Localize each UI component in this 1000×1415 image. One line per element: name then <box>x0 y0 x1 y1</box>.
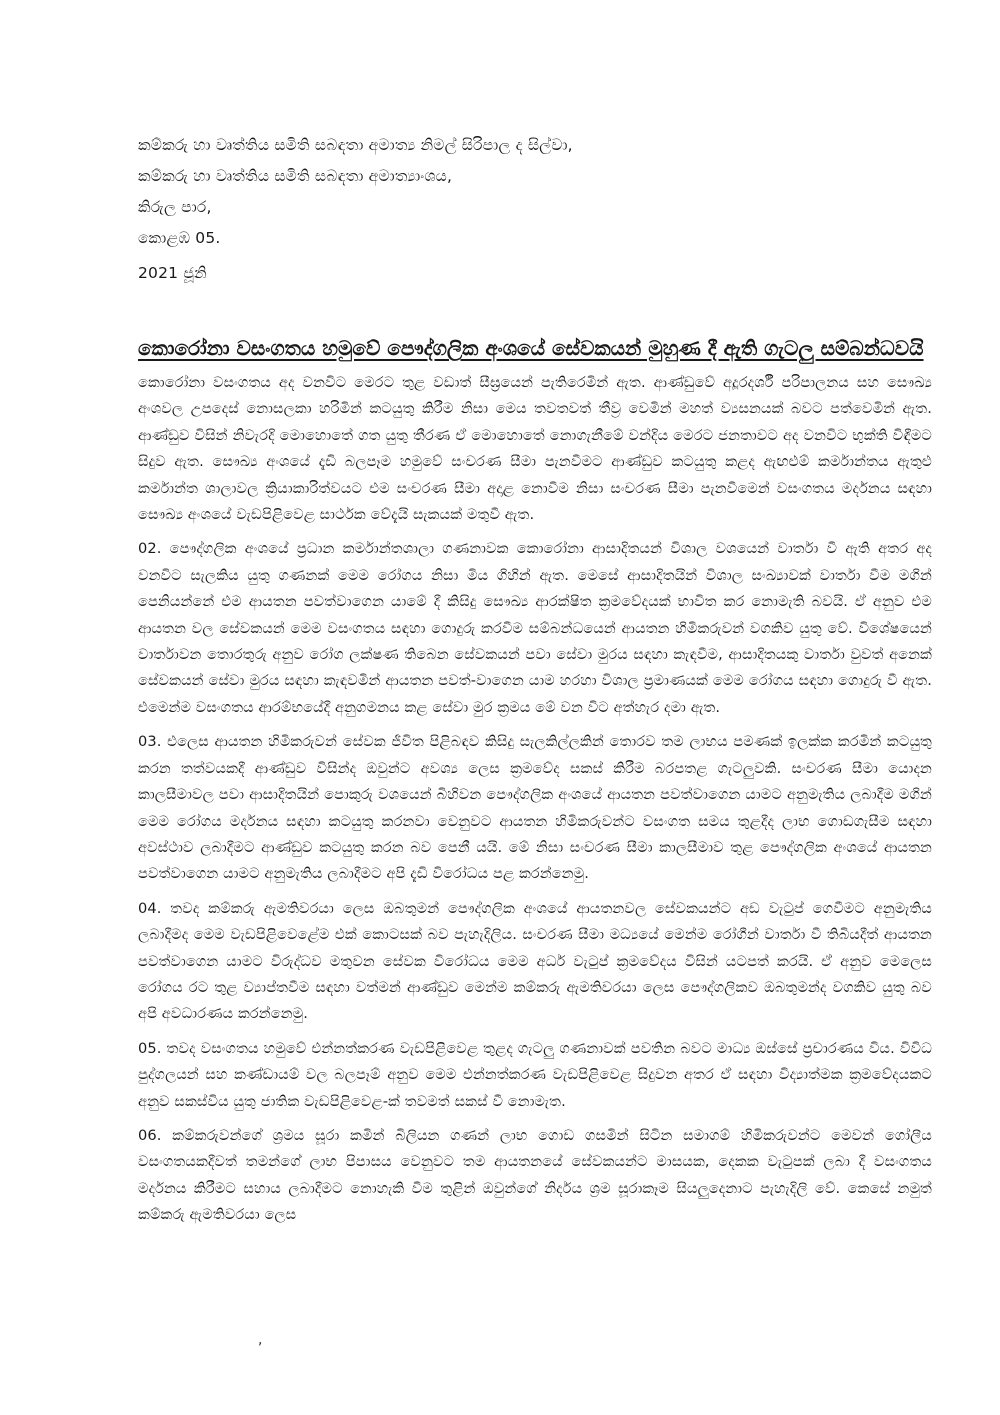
address-line-ministry: කම්කරු හා වෘත්තිය සමිති සබඳතා අමාත්‍යාංශය, <box>138 167 453 185</box>
paragraph-02: 02. පෞද්ගලික අංශයේ ප්‍රධාන කර්මාන්තශාලා ගණනාවක කොරෝනා ආසාදිතයන් විශාල වශයෙන් වාර්තා වී ඇති අතර අද වනවිට සැලකිය යුතු ගණනක් මෙම රෝගය නිසා මිය ගිහින් ඇත. මෙසේ ආසාදිතයින් විශාල සංඛ්‍යාවක් වාර්තා වීම මගින් පෙනියන්නේ එම ආයතන පවත්වාගෙන යාමේ දී කිසිදු සෞඛ්‍ය ආරක්ෂිත ක්‍රමවේදයක් භාවිත කර නොමැති බවයි. ඒ අනුව එම ආයතන වල සේවකයන් මෙම වසංගතය සඳහා ගොදුරු කරවීම සම්බන්ධයෙන් ආයතන හිමිකරුවන් වගකිව යුතු වේ. විශේෂයෙන් වාර්තාවන තොරතුරු අනුව රෝග ලක්ෂණ තිබෙන සේවකයන් පවා සේවා මුරය සඳහා කැඳවීම, ආසාදිතයකු වාර්තා වුවත් අනෙක් සේවකයන් සේවා මුරය සඳහා කැඳවමින් ආයතන පවත්-වාගෙන යාම හරහා විශාල ප්‍රමාණයක් මෙම රෝගය සඳහා ගොදුරු වී ඇත. එමෙන්ම වසංගතය ආරම්භයේදී අනුගමනය කළ සේවා මුර ක්‍රමය මේ වන විට අත්හැර දමා ඇත. <box>138 540 932 716</box>
paragraph-06: 06. කම්කරුවන්ගේ ශ්‍රමය සූරා කමින් බිලියන ගණන් ලාභ ගොඩ ගසමින් සිටින සමාගම් හිමිකරුවන්ට මෙවන් ගෝලීය වසංගතයකදීවත් තමන්ගේ ලාභ පිපාසය වෙනුවට තම ආයතනයේ සේවකයන්ට මාසයක, දෙකක වැටුපක් ලබා දී වසංගතය මර්දනය කිරීමට සහාය ලබාදීමට නොහැකි වීම තුළින් ඔවුන්ගේ නිර්දය ශ්‍රම සූරාකෑම සියලුදෙනාට පැහැදිලි වේ. කෙසේ නමුත් කම්කරු ඇමතිවරයා ලෙස <box>138 1126 932 1224</box>
address-line-minister: කම්කරු හා වෘත්තිය සමිති සබඳතා අමාත්‍ය නිමල් සිරිපාල ද සිල්වා, <box>138 136 573 154</box>
paragraph-04: 04. තවද කම්කරු ඇමතිවරයා ලෙස ඔබතුමන් පෞද්ගලික අංශයේ ආයතනවල සේවකයන්ට අඩ වැටුප් ගෙවීමට අනුමැතිය ලබාදීමද මෙම වැඩපිළිවෙළේම එක් කොටසක් බව පැහැදිලිය. සංචරණ සීමා මධ්‍යයේ මෙන්ම රෝගීන් වාර්තා වී තිබියදීත් ආයතන පවත්වාගෙන යාමට විරුද්ධව මතුවන සේවක විරෝධය මෙම අර්ධ වැටුප් ක්‍රමවේදය විසින් යටපත් කරයි. ඒ අනුව මෙලෙස රෝගය රට තුළ ව්‍යාප්තවීම සඳහා වත්මන් ආණ්ඩුව මෙන්ම කම්කරු ඇමතිවරයා ලෙස පෞද්ගලිකව ඔබතුමන්ද වගකිව යුතු බව අපි අවධාරණය කරන්නෙමු. <box>138 899 932 1023</box>
letter-body <box>138 370 932 1229</box>
address-line-city: කොළඹ 05. <box>138 229 221 247</box>
recipient-address <box>138 130 932 289</box>
address-line-road: කිරුල පාර, <box>138 198 212 216</box>
letter-subject-title: කොරෝනා වසංගතය හමුවේ පෞද්ගලික අංශයේ සේවකයන් මුහුණ දී ඇති ගැටලු සම්බන්ධවයි <box>138 336 924 360</box>
paragraph-03: 03. එලෙස ආයතන හිමිකරුවන් සේවක ජීවිත පිළිබඳව කිසිදු සැලකිල්ලකින් තොරව තම ලාභය පමණක් ඉලක්ක කරමින් කටයුතු කරන තත්වයකදී ආණ්ඩුව විසින්ද ඔවුන්ට අවශ්‍ය ලෙස ක්‍රමවේද සකස් කිරීම බරපතළ ගැටලුවකි. සංචරණ සීමා යොදන කාලසීමාවල පවා ආසාදිතයින් පොකුරු වශයෙන් බිහිවන පෞද්ගලික අංශයේ ආයතන පවත්වාගෙන යාමට අනුමැතිය ලබාදීම මගින් මෙම රෝගය මර්දනය සඳහා කටයුතු කරනවා වෙනුවට ආයතන හිමිකරුවන්ට වසංගත සමය තුළදීද ලාභ ගොඩගැසීම සඳහා අවස්ථාව ලබාදීමට ආණ්ඩුව කටයුතු කරන බව පෙනී යයි. මේ නිසා සංචරණ සීමා කාලසීමාව තුළ පෞද්ගලික අංශයේ ආයතන පවත්වාගෙන යාමට අනුමැතිය ලබාදීමට අපි දැඩි විරෝධය පළ කරන්නෙමු. <box>138 733 932 883</box>
paragraph-05: 05. තවද වසංගතය හමුවේ එන්නත්කරණ වැඩපිළිවෙළ තුළද ගැටලු ගණනාවක් පවතින බවට මාධ්‍ය ඔස්සේ ප්‍රචාරණය විය. විවිධ පුද්ගලයන් සහ කණ්ඩායම් වල බලපෑම් අනුව මෙම එන්නත්කරණ වැඩපිළිවෙළ සිදුවන අතර ඒ සඳහා විද්‍යාත්මක ක්‍රමවේදයකට අනුව සකස්විය යුතු ජාතික වැඩපිළිවෙළ-ක් තවමත් සකස් වී නොමැත. <box>138 1039 932 1110</box>
stray-mark: , <box>258 1332 263 1348</box>
letter-date: 2021 ජූනි <box>138 264 207 282</box>
paragraph-intro: කොරෝනා වසංගතය අද වනවිට මෙරට තුළ වඩාත් සීඝ්‍රයෙන් පැතිරෙමින් ඇත. ආණ්ඩුවේ අදූරදර්ශී පරිපාලනය සහ සෞඛ්‍ය අංශවල උපදෙස් නොසලකා හරිමින් කටයුතු කිරීම නිසා මෙය තවතවත් තීව්‍ර වෙමින් මහත් ව්‍යසනයක් බවට පත්වෙමින් ඇත. ආණ්ඩුව විසින් නිවැරදි මොහොතේ ගත යුතු තීරණ ඒ මොහොතේ නොගැනීමේ වන්දිය මෙරට ජනතාවට අද වනවිට භුක්ති විඳීමට සිදුව ඇත. සෞඛ්‍ය අංශයේ දැඩි බලපෑම හමුවේ සංචරණ සීමා පැනවීමට ආණ්ඩුව කටයුතු කළද ඇඟළුම් කර්මාන්තය ඇතුළු කර්මාන්ත ශාලාවල ක්‍රියාකාරිත්වයට එම සංචරණ සීමා අදාළ නොවීම නිසා සංචරණ සීමා පැනවීමෙන් වසංගතය මර්දනය සඳහා සෞඛ්‍ය අංශයේ වැඩපිළිවෙළ සාර්ථක වේදැයි සැකයක් මතුවී ඇත. <box>138 374 932 524</box>
